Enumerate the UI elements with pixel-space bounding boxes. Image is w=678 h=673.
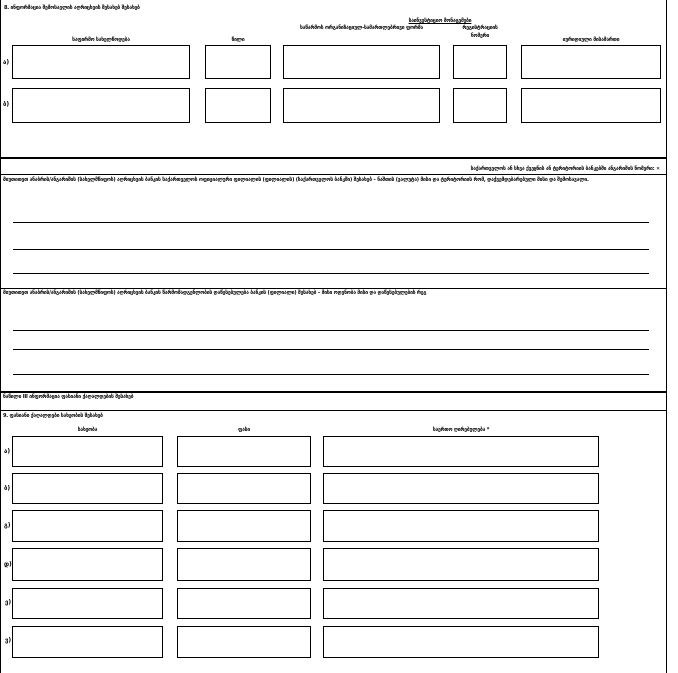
legal-address-input-2[interactable] bbox=[521, 88, 661, 123]
company-name-input-2[interactable] bbox=[12, 88, 190, 123]
column-header-share: წილი bbox=[231, 37, 245, 43]
security-type-input-1[interactable] bbox=[12, 436, 163, 467]
column-header-company-name: საფირმო სახელწოდება bbox=[72, 37, 130, 43]
section-divider bbox=[0, 174, 667, 175]
section-a-group-header: საინვესტიციო მონაცემები bbox=[408, 18, 472, 24]
column-header-legal-address: იურიდიული მისამართი bbox=[562, 37, 620, 43]
security-price-input-6[interactable] bbox=[177, 626, 311, 658]
answer-line-4[interactable] bbox=[13, 330, 649, 331]
answer-line-1[interactable] bbox=[13, 222, 649, 223]
column-header-type: სახეობა bbox=[77, 427, 98, 433]
security-total-value-input-6[interactable] bbox=[323, 626, 599, 658]
answer-line-2[interactable] bbox=[13, 249, 649, 250]
security-type-input-6[interactable] bbox=[12, 626, 163, 658]
frame-left-border bbox=[0, 0, 1, 673]
registration-number-input-1[interactable] bbox=[453, 45, 507, 79]
security-type-input-2[interactable] bbox=[12, 473, 163, 504]
row-label-f: ვ) bbox=[5, 637, 12, 644]
registration-number-input-2[interactable] bbox=[453, 88, 507, 123]
row-label-a: ა) bbox=[4, 448, 11, 455]
row-label-b: ბ) bbox=[4, 485, 11, 492]
security-price-input-5[interactable] bbox=[177, 588, 311, 619]
column-header-registration-number: რეგისტრაციის ნომერი bbox=[462, 25, 498, 39]
column-header-total-value: საერთო ღირებულება * bbox=[432, 427, 490, 433]
security-type-input-4[interactable] bbox=[12, 548, 163, 581]
row-label-c: გ) bbox=[4, 522, 11, 529]
security-price-input-4[interactable] bbox=[177, 548, 311, 581]
answer-line-3[interactable] bbox=[13, 273, 649, 274]
share-input-1[interactable] bbox=[205, 45, 271, 79]
section-divider bbox=[0, 410, 667, 411]
column-header-legal-form: საწარმოს ორგანიზაციულ-სამართლებრივი ფორმა bbox=[300, 25, 423, 31]
legal-address-input-1[interactable] bbox=[521, 45, 661, 79]
answer-line-6[interactable] bbox=[13, 374, 649, 375]
security-total-value-input-2[interactable] bbox=[323, 473, 599, 504]
foreign-account-note: საქართველოს ან სხვა ქვეყნის ან ტერიტორიის ბანკებში ანგარიშის ნომერი: ✕ bbox=[470, 166, 660, 172]
security-total-value-input-1[interactable] bbox=[323, 436, 599, 467]
row-label-b: ბ) bbox=[3, 101, 10, 108]
bank-account-question: მიუთითეთ ანაბრის/ანგარიშის (სახელმწიფოს) აღრიცხვის ბანკის საქართველოს ოფიციალური ფილიალის (ფილიალის) (საქართველოს ბანკში) შესახებ – ნაშთის (ვალუტა) მისი და ტერიტორიის რომ, დაქვემდებარებული მისი და შემოსავალი. bbox=[3, 177, 589, 183]
column-header-price: ფასი bbox=[238, 427, 250, 433]
answer-line-5[interactable] bbox=[13, 349, 649, 350]
row-label-d: დ) bbox=[4, 561, 12, 568]
section-divider bbox=[0, 391, 667, 393]
section-a-title: 8. ინფორმაცია შემოსავლის აღრიცხვის შესახებ შესახებ bbox=[4, 5, 140, 11]
share-input-2[interactable] bbox=[205, 88, 271, 123]
representative-office-question: მიუთითეთ ანაბრის/ანგარიშის (სახელმწიფოს) აღრიცხვის ბანკის წარმომადგენლობის დაწესებულება ბანკის (ფილიალი) შესახებ – მისი ოდენობა მისი და დაწესებულების რეგ bbox=[3, 290, 427, 296]
securities-section-title: 9. ფასიანი ქაღალდები სახეობის შესახებ bbox=[3, 413, 103, 419]
row-label-e: ე) bbox=[5, 599, 12, 606]
security-total-value-input-5[interactable] bbox=[323, 588, 599, 619]
legal-form-input-2[interactable] bbox=[283, 88, 440, 123]
legal-form-input-1[interactable] bbox=[283, 45, 440, 79]
security-type-input-3[interactable] bbox=[12, 510, 163, 542]
part-iii-title: ნაწილი III ინფორმაცია ფასიანი ქაღალდების შესახებ bbox=[3, 394, 134, 400]
security-type-input-5[interactable] bbox=[12, 588, 163, 619]
section-divider bbox=[0, 157, 667, 159]
security-total-value-input-3[interactable] bbox=[323, 510, 599, 542]
security-total-value-input-4[interactable] bbox=[323, 548, 599, 581]
frame-right-border bbox=[666, 0, 667, 673]
row-label-a: ა) bbox=[3, 59, 10, 66]
security-price-input-2[interactable] bbox=[177, 473, 311, 504]
security-price-input-1[interactable] bbox=[177, 436, 311, 467]
security-price-input-3[interactable] bbox=[177, 510, 311, 542]
company-name-input-1[interactable] bbox=[12, 45, 190, 79]
